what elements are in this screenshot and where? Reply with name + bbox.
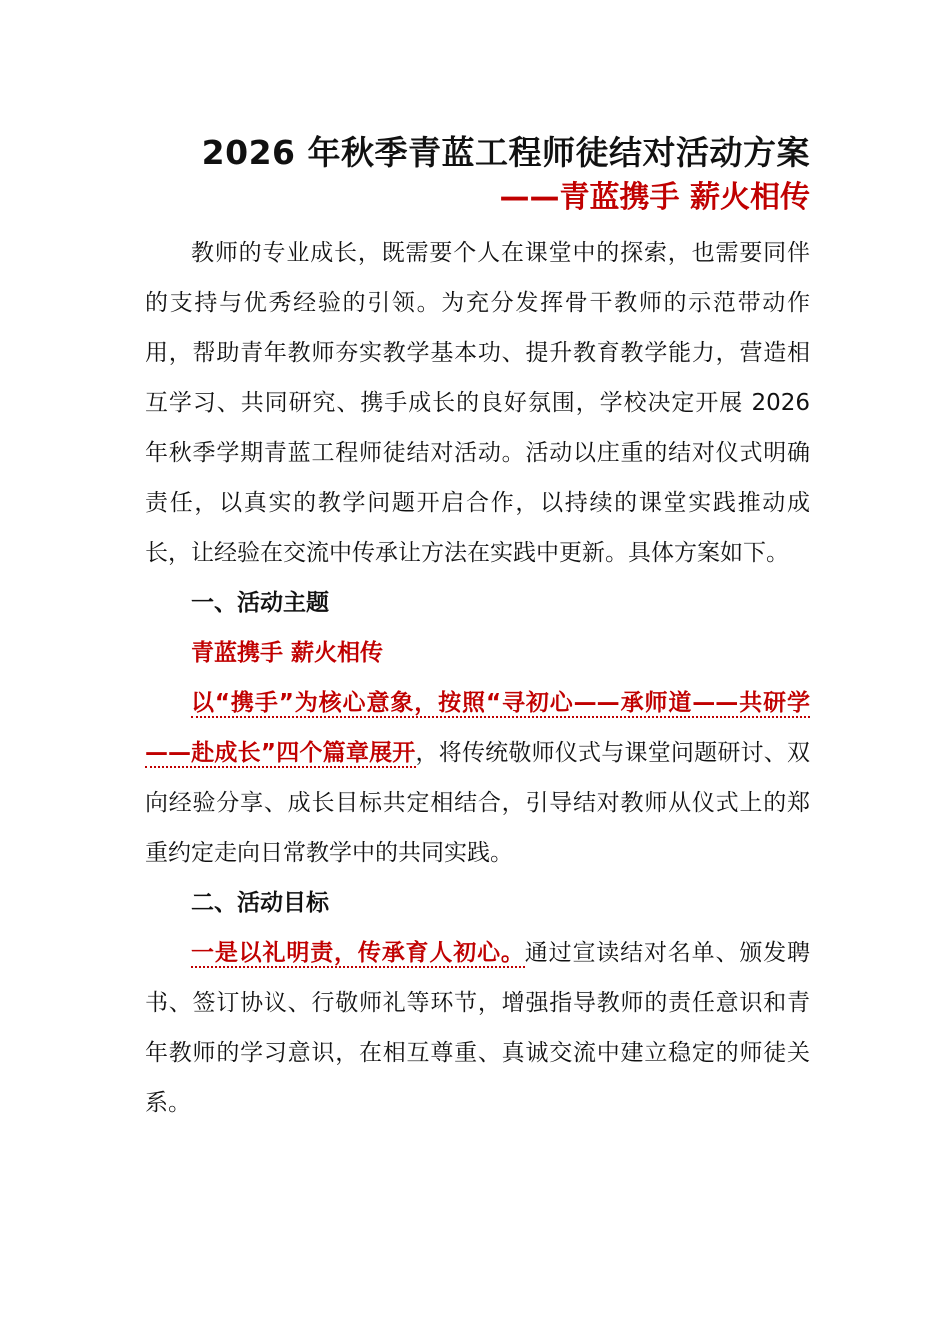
goal-paragraph-1 — [145, 928, 810, 1128]
document-page — [145, 130, 810, 1128]
theme-highlight: 以“携手”为核心意象，按照“寻初心——承师道——共研学——赴成长”四个篇章展开 — [145, 690, 810, 766]
theme-line — [145, 628, 810, 678]
document-title: 2026 年秋季青蓝工程师徒结对活动方案 — [201, 133, 810, 172]
section-heading-theme: 一、活动主题 — [191, 590, 329, 616]
theme-text: 青蓝携手 薪火相传 — [191, 640, 384, 666]
theme-paragraph — [145, 678, 810, 878]
goal-paragraph-1-rest: 通过宣读结对名单、颁发聘书、签订协议、行敬师礼等环节，增强指导教师的责任意识和青年教师的学习意识，在相互尊重、真诚交流中建立稳定的师徒关系。 — [145, 940, 811, 1116]
section-heading-goals: 二、活动目标 — [191, 890, 329, 916]
document-subtitle: ——青蓝携手 薪火相传 — [499, 180, 810, 215]
goal-highlight-1: 一是以礼明责，传承育人初心。 — [191, 940, 525, 966]
intro-paragraph: 教师的专业成长，既需要个人在课堂中的探索，也需要同伴的支持与优秀经验的引领。为充分发挥骨干教师的示范带动作用，帮助青年教师夯实教学基本功、提升教育教学能力，营造相互学习、共同研究、携手成长的良好氛围，学校决定开展 2026 年秋季学期青蓝工程师徒结对活动。活动以庄重的结对仪式明确责任，以真实的教学问题开启合作，以持续的课堂实践推动成长，让经验在交流中传承让方法在实践中更新。具体方案如下。 — [145, 240, 810, 566]
theme-paragraph-rest: ，将传统敬师仪式与课堂问题研讨、双向经验分享、成长目标共定相结合，引导结对教师从仪式上的郑重约定走向日常教学中的共同实践。 — [145, 740, 810, 866]
